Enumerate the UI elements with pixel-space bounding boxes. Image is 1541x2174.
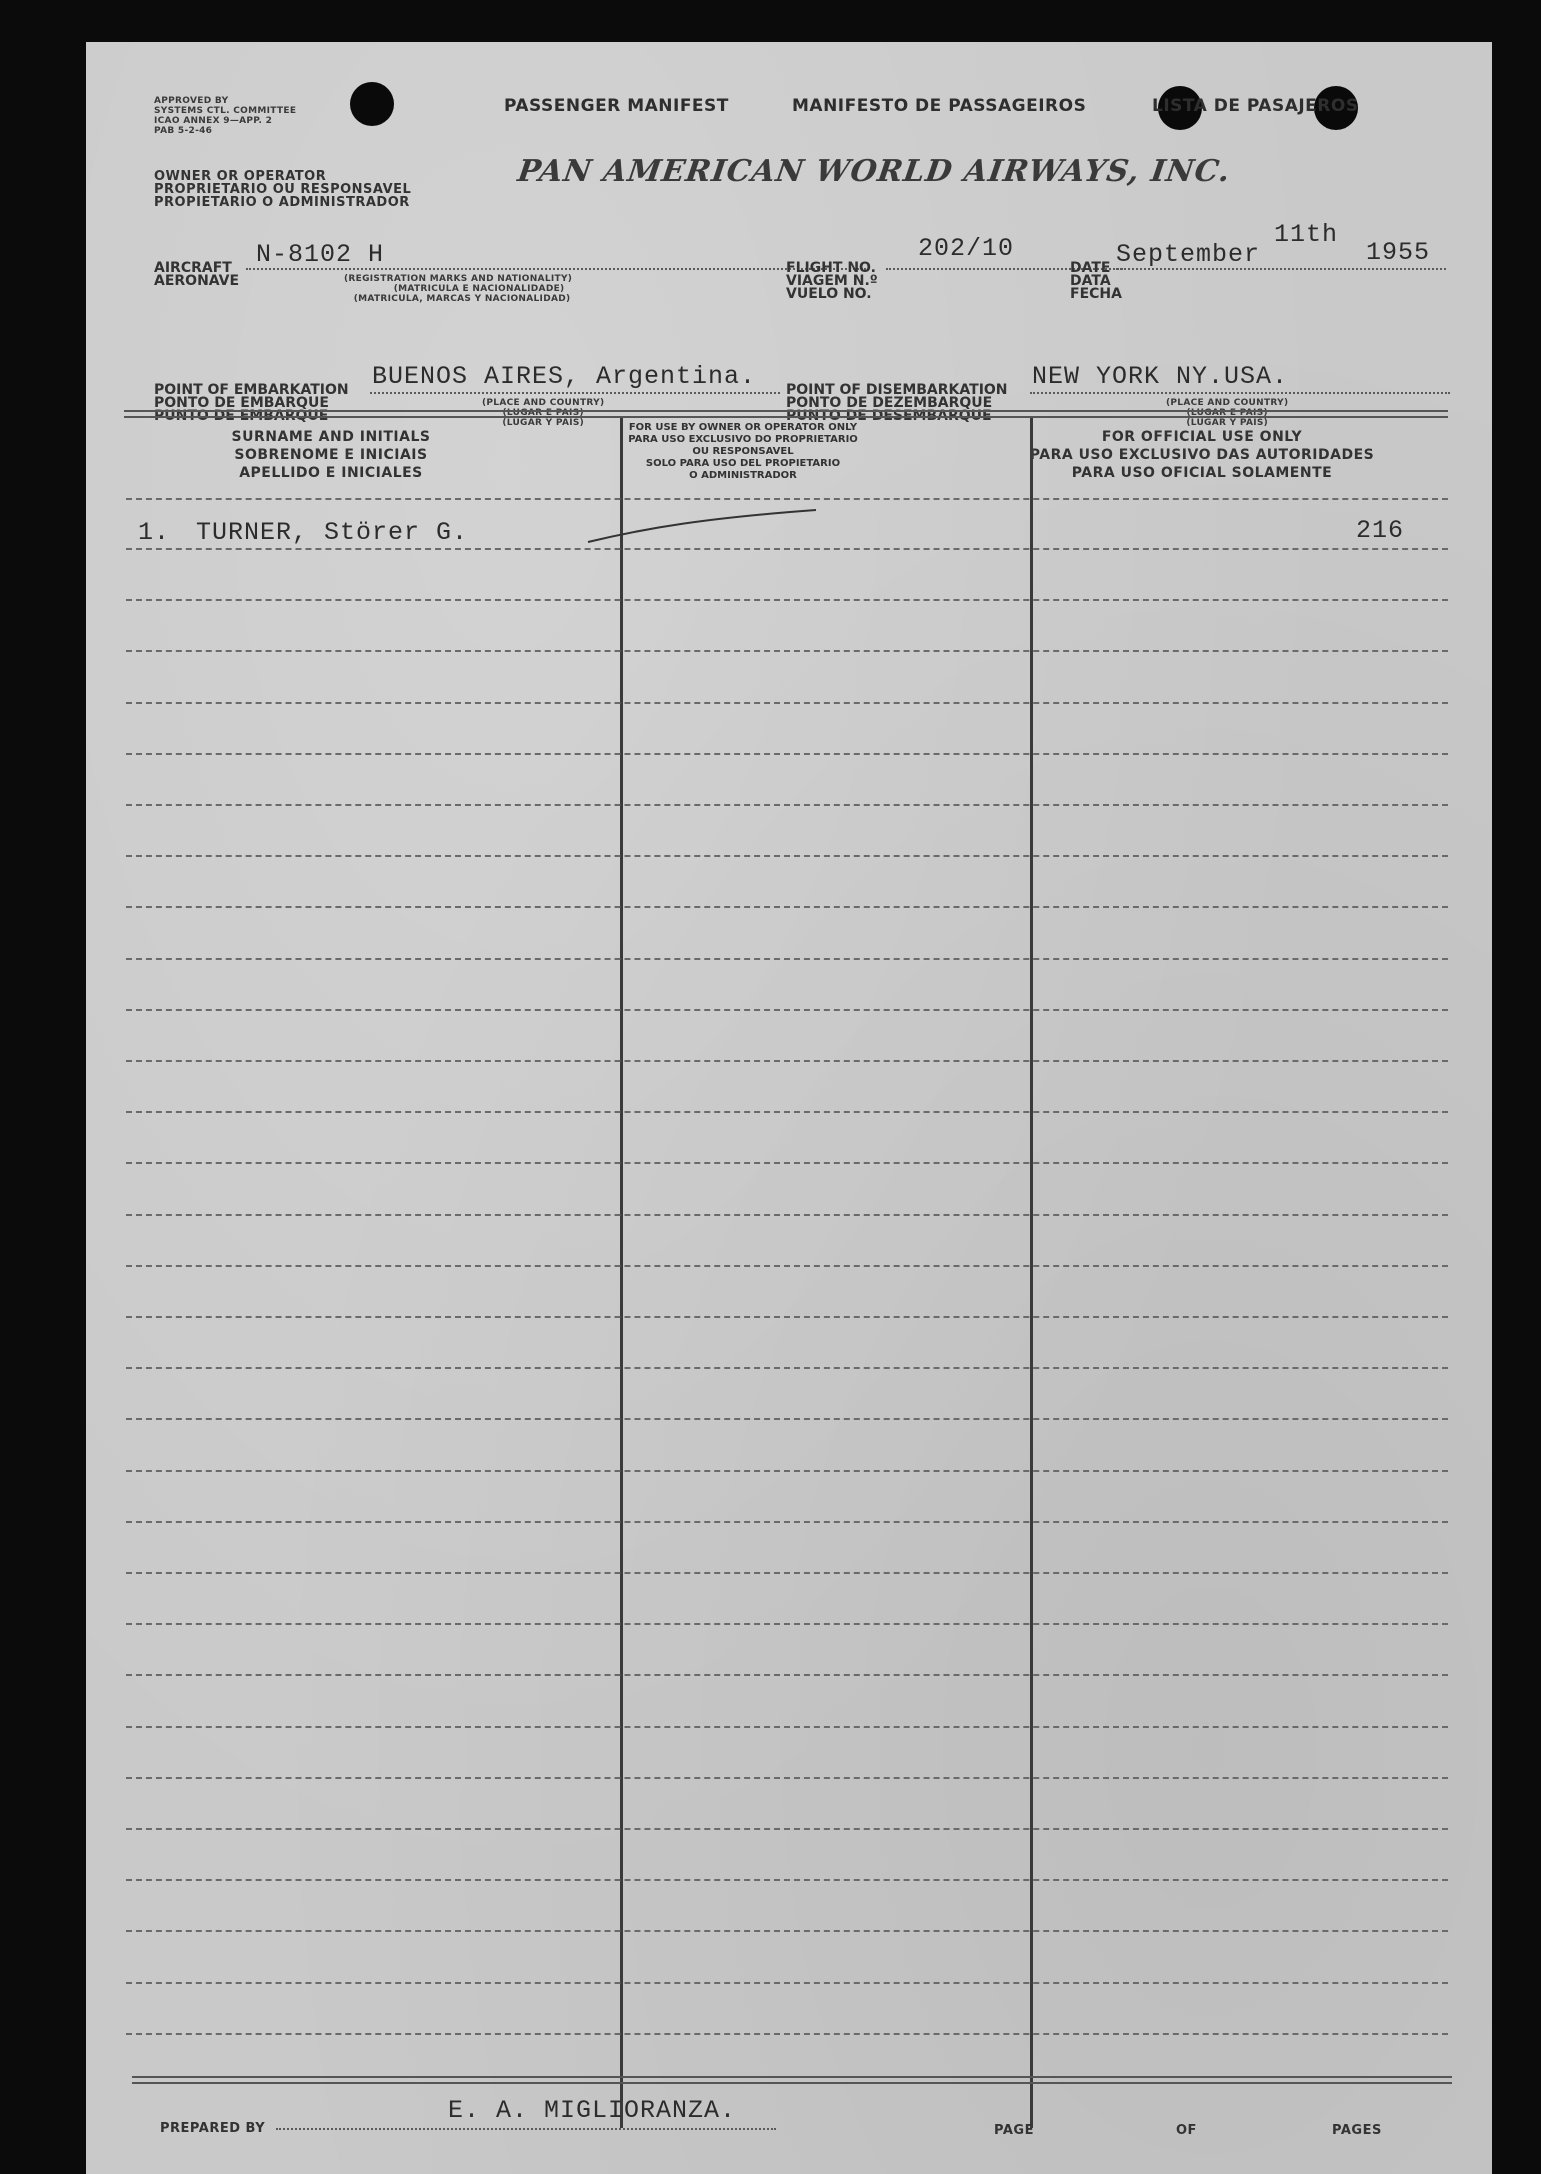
flight-label-line: FLIGHT NO. — [786, 260, 876, 276]
aircraft-value: N-8102 H — [256, 240, 385, 269]
passenger-official-number: 216 — [1356, 516, 1405, 545]
embarkation-caption-line: (PLACE AND COUNTRY) — [482, 398, 605, 408]
table-top-rule — [124, 410, 1448, 412]
embarkation-caption-line: (LUGAR Y PAIS) — [502, 418, 585, 428]
disembarkation-label-line: POINT OF DISEMBARKATION — [786, 382, 1008, 398]
operator-name: PAN AMERICAN WORLD AIRWAYS, INC. — [515, 154, 1233, 189]
row-rule — [126, 1470, 1448, 1472]
embarkation-label-line: PONTO DE EMBARQUE — [154, 395, 329, 411]
column-header-line: APELLIDO E INICIALES — [239, 465, 423, 481]
prepared-by-line — [276, 2128, 776, 2130]
row-rule — [126, 1777, 1448, 1779]
row-rule — [126, 650, 1448, 652]
date-month: September — [1116, 240, 1261, 269]
aircraft-caption — [344, 274, 572, 304]
column-header-line: SURNAME AND INITIALS — [231, 429, 431, 445]
row-rule — [126, 1930, 1448, 1932]
flight-label — [786, 262, 878, 301]
approval-line: PAB 5-2-46 — [154, 126, 213, 136]
row-rule — [126, 1162, 1448, 1164]
prepared-by-value: E. A. MIGLIORANZA. — [448, 2096, 737, 2125]
title-english: PASSENGER MANIFEST — [504, 96, 729, 116]
row-rule — [126, 1572, 1448, 1574]
row-rule — [126, 702, 1448, 704]
column-header-line: PARA USO OFICIAL SOLAMENTE — [1071, 465, 1333, 481]
row-rule — [126, 599, 1448, 601]
date-label-line: DATA — [1070, 273, 1111, 289]
owner-label-line: OWNER OR OPERATOR — [154, 169, 327, 184]
row-rule — [126, 1521, 1448, 1523]
column-header-line: SOBRENOME E INICIAIS — [234, 447, 428, 463]
date-label-line: DATE — [1070, 260, 1111, 276]
embarkation-line — [370, 392, 780, 394]
prepared-by-label: PREPARED BY — [160, 2121, 266, 2136]
manifest-sheet — [86, 42, 1492, 2174]
title-spanish: LISTA DE PASAJEROS — [1152, 96, 1359, 116]
pages-label: PAGES — [1332, 2123, 1382, 2138]
row-rule — [126, 804, 1448, 806]
disembarkation-label-line: PONTO DE DEZEMBARQUE — [786, 395, 993, 411]
approval-notice — [154, 96, 296, 136]
aircraft-caption-line: (REGISTRATION MARKS AND NATIONALITY) — [344, 274, 573, 284]
row-rule — [126, 1367, 1448, 1369]
row-rule — [126, 1265, 1448, 1267]
disembarkation-caption — [1166, 398, 1288, 428]
row-rule — [126, 2033, 1448, 2035]
table-bottom-rule — [132, 2082, 1452, 2084]
disembarkation-label-line: PUNTO DE DESEMBARQUE — [786, 408, 992, 424]
row-rule — [126, 1418, 1448, 1420]
row-rule — [126, 906, 1448, 908]
row-rule — [126, 1214, 1448, 1216]
date-label — [1070, 262, 1122, 301]
flight-label-line: VIAGEM N.º — [786, 273, 878, 289]
embarkation-label-line: PUNTO DE EMBARQUE — [154, 408, 329, 424]
of-label: OF — [1176, 2123, 1197, 2138]
date-day: 11th — [1274, 220, 1339, 249]
row-rule — [126, 548, 1448, 550]
owner-label-line: PROPIETARIO O ADMINISTRADOR — [154, 195, 410, 210]
aircraft-label-line: AIRCRAFT — [154, 260, 232, 276]
punch-hole — [350, 82, 394, 126]
date-line — [1116, 268, 1446, 270]
column-header-line: FOR USE BY OWNER OR OPERATOR ONLY — [628, 422, 858, 433]
row-rule — [126, 1316, 1448, 1318]
column-header-line: SOLO PARA USO DEL PROPIETARIO — [645, 458, 841, 469]
disembarkation-caption-line: (LUGAR Y PAIS) — [1186, 418, 1269, 428]
aircraft-label — [154, 262, 239, 288]
column-header-line: PARA USO EXCLUSIVO DAS AUTORIDADES — [1029, 447, 1375, 463]
row-rule — [126, 1060, 1448, 1062]
flight-label-line: VUELO NO. — [786, 286, 872, 302]
flight-value: 202/10 — [918, 234, 1015, 263]
approval-line: APPROVED BY — [154, 96, 229, 106]
aircraft-caption-line: (MATRICULA E NACIONALIDADE) — [393, 284, 565, 294]
embarkation-caption-line: (LUGAR E PAIS) — [502, 408, 584, 418]
title-portuguese: MANIFESTO DE PASSAGEIROS — [792, 96, 1087, 116]
aircraft-caption-line: (MATRICULA, MARCAS Y NACIONALIDAD) — [353, 294, 571, 304]
row-rule — [126, 1674, 1448, 1676]
embarkation-value: BUENOS AIRES, Argentina. — [372, 362, 757, 391]
aircraft-line — [246, 268, 866, 270]
row-rule — [126, 1623, 1448, 1625]
owner-label-line: PROPRIETARIO OU RESPONSAVEL — [154, 182, 412, 197]
column-header-line: O ADMINISTRADOR — [689, 470, 797, 481]
column-divider — [1030, 418, 1033, 2128]
approval-line: SYSTEMS CTL. COMMITTEE — [154, 106, 297, 116]
approval-line: ICAO ANNEX 9—APP. 2 — [154, 116, 273, 126]
column-header-line: PARA USO EXCLUSIVO DO PROPRIETARIO — [628, 434, 858, 445]
disembarkation-line — [1030, 392, 1450, 394]
disembarkation-caption-line: (PLACE AND COUNTRY) — [1166, 398, 1289, 408]
owner-label — [154, 170, 411, 209]
table-bottom-rule — [132, 2076, 1452, 2078]
column-header-official-use — [952, 428, 1452, 482]
disembarkation-value: NEW YORK NY.USA. — [1032, 362, 1289, 391]
row-rule — [126, 958, 1448, 960]
column-header-owner-use — [540, 422, 946, 482]
passenger-name: TURNER, Störer G. — [196, 518, 469, 547]
row-rule — [126, 855, 1448, 857]
column-header-line: FOR OFFICIAL USE ONLY — [1101, 429, 1303, 445]
row-rule — [126, 1726, 1448, 1728]
aircraft-label-line: AERONAVE — [154, 273, 240, 289]
date-label-line: FECHA — [1070, 286, 1122, 302]
page-label: PAGE — [994, 2123, 1034, 2138]
table-top-rule — [124, 416, 1448, 418]
column-divider — [620, 418, 623, 2128]
disembarkation-caption-line: (LUGAR E PAIS) — [1186, 408, 1268, 418]
pen-stroke — [586, 498, 826, 548]
row-rule — [126, 1982, 1448, 1984]
row-rule — [126, 1111, 1448, 1113]
column-header-surname — [126, 428, 536, 482]
row-rule — [126, 1879, 1448, 1881]
embarkation-label-line: POINT OF EMBARKATION — [154, 382, 349, 398]
row-rule — [126, 1828, 1448, 1830]
date-year: 1955 — [1366, 238, 1431, 267]
passenger-number: 1. — [138, 518, 171, 547]
row-rule — [126, 753, 1448, 755]
row-rule — [126, 1009, 1448, 1011]
column-header-line: OU RESPONSAVEL — [692, 446, 794, 457]
